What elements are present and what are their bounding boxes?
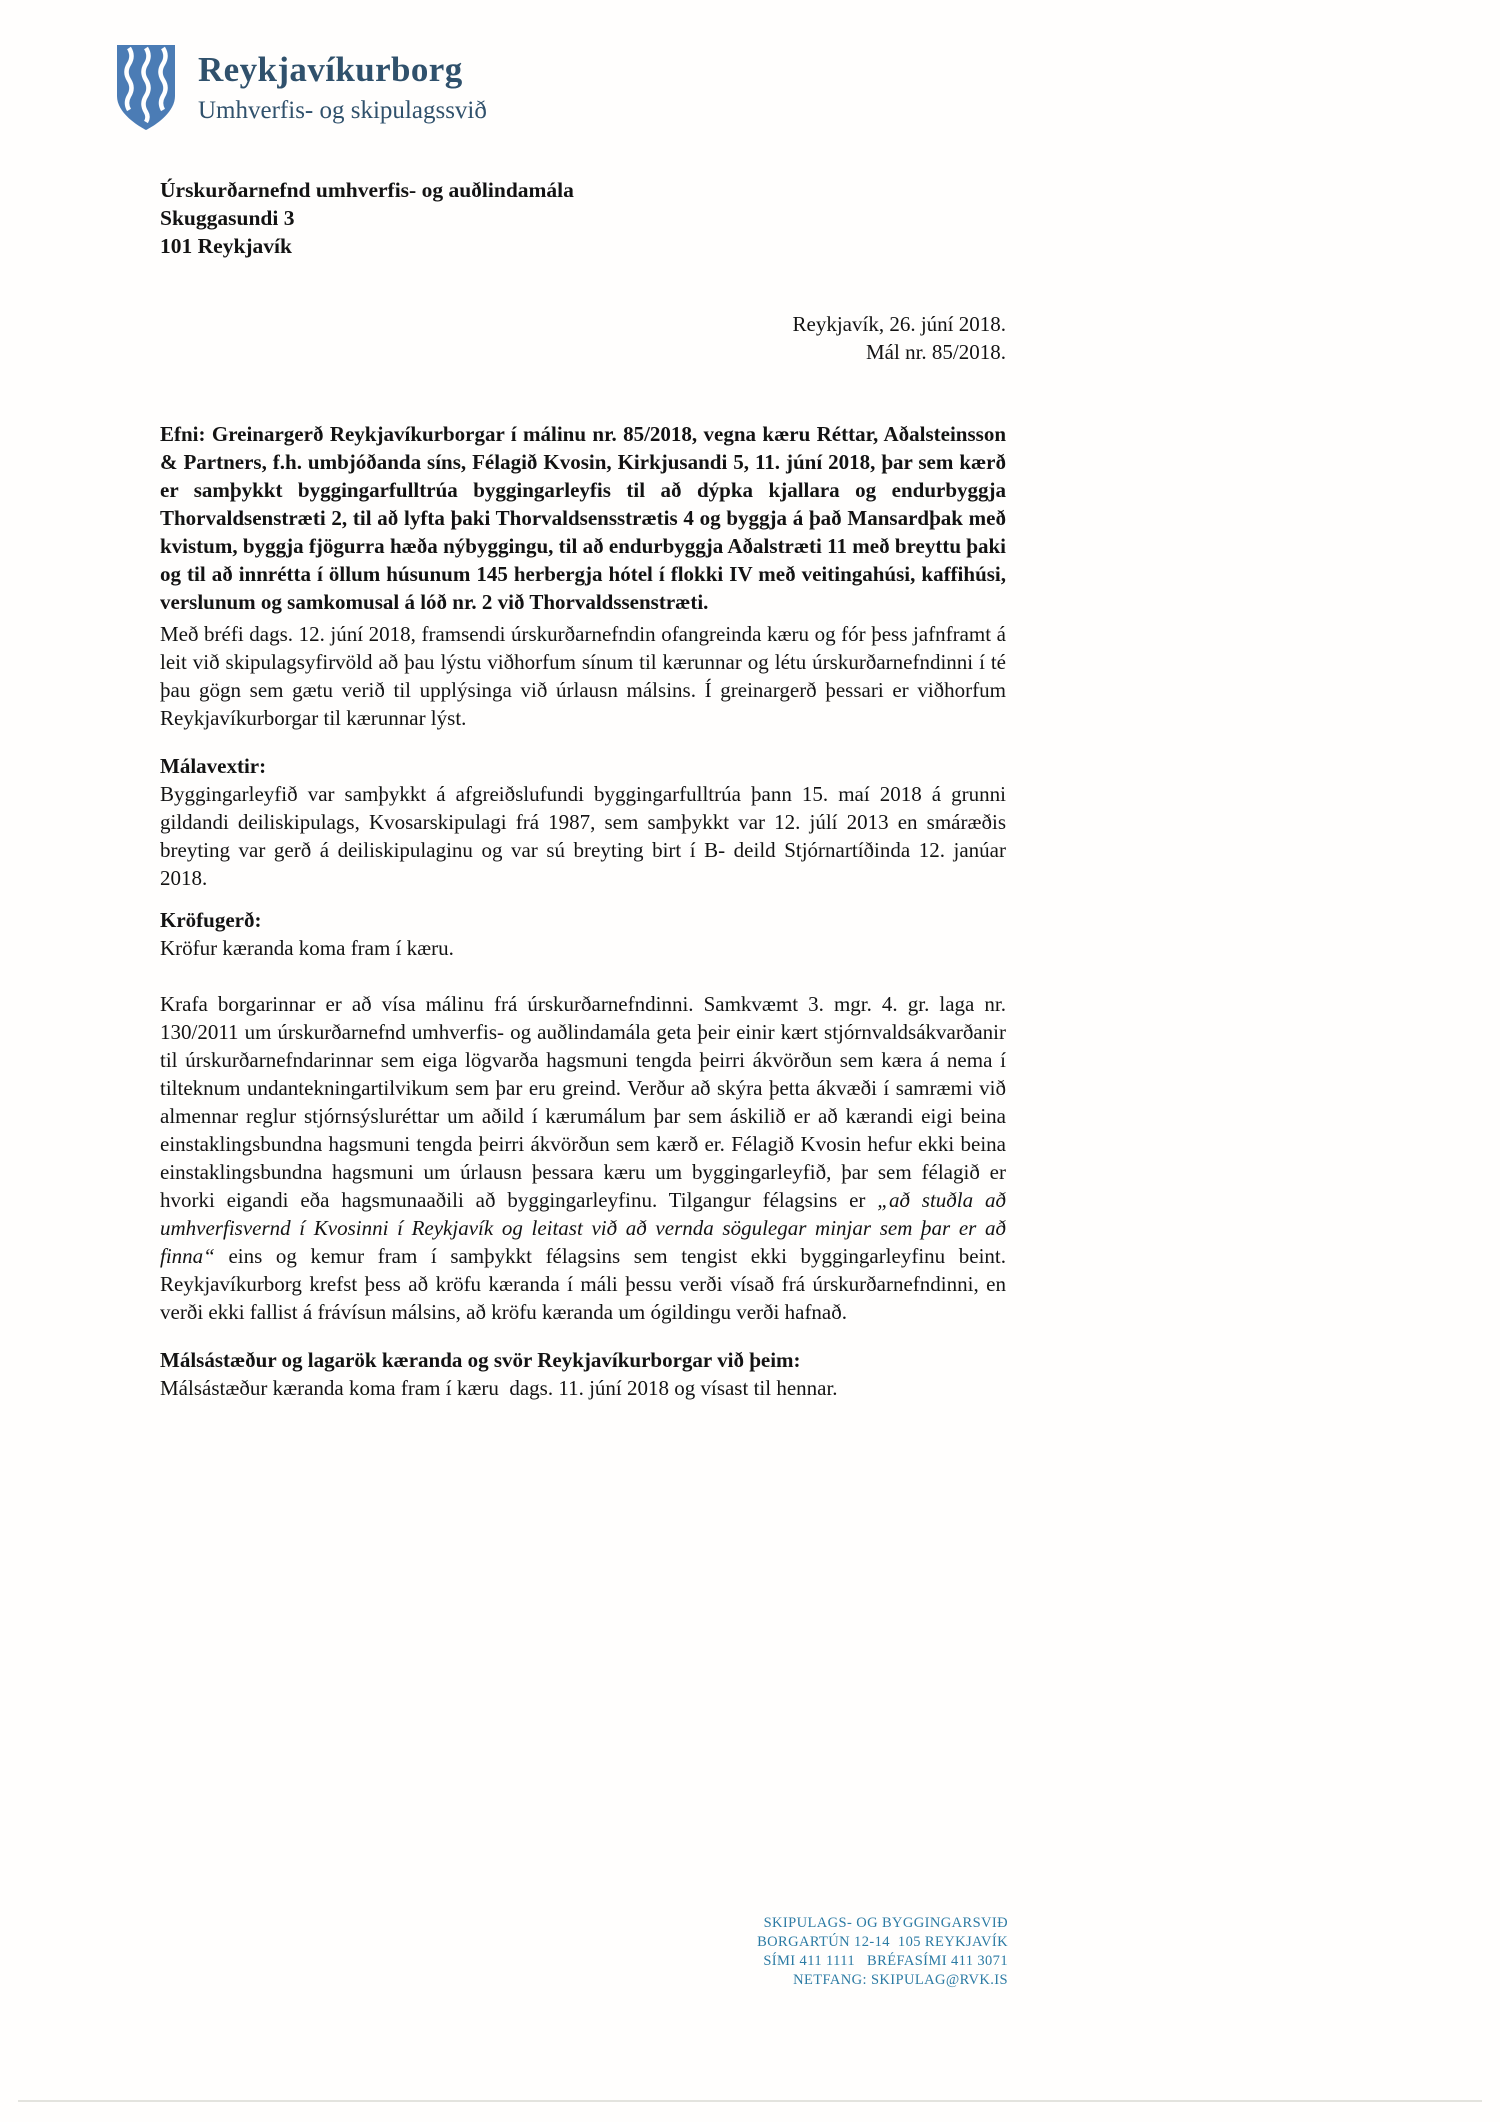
footer-phone-fax: SÍMI 411 1111 BRÉFASÍMI 411 3071 [763,1953,1008,1969]
claim-quote: „að stuðla að umhverfisvernd í Kvosinni í Reykjavík og leitast við að vernda sögulegar minjar sem þar er að finna“ [160,1188,1006,1268]
section-text-malavextir: Byggingarleyfið var samþykkt á afgreiðslufundi byggingarfulltrúa þann 15. maí 2018 á grunni gildandi deiliskipulags, Kvosarskipulagi frá 1987, sem samþykkt var 12. júlí 2013 en smáræðis breyting var gerð á deiliskipulaginu og var sú breyting birt í B- deild Stjórnartíðinda 12. janúar 2018. [160,782,1006,890]
letterhead [114,42,487,134]
scan-edge-artifact [18,2100,1482,2102]
footer-email: NETFANG: SKIPULAG@RVK.IS [793,1972,1008,1988]
section-text-krofugerd: Kröfur kæranda koma fram í kæru. [160,936,454,960]
section-text-malsastaedur: Málsástæður kæranda koma fram í kæru dags. 11. júní 2018 og vísast til hennar. [160,1376,838,1400]
place-and-date: Reykjavík, 26. júní 2018. [792,312,1006,336]
claim-text-after-quote: eins og kemur fram í samþykkt félagsins sem tengist ekki byggingarleyfinu beint. Reykjavíkurborg krefst þess að kröfu kæranda í máli þessu verði vísað frá úrskurðarnefndinni, en verði ekki fallist á frávísun málsins, að kröfu kæranda um ógildingu verði hafnað. [160,1244,1006,1324]
section-krofugerd [160,906,1006,962]
footer-division: SKIPULAGS- OG BYGGINGARSVIÐ [763,1915,1008,1931]
section-heading-krofugerd: Kröfugerð: [160,908,262,932]
section-malsastaedur [160,1346,1006,1402]
case-number: Mál nr. 85/2018. [866,340,1006,364]
claim-paragraph [160,990,1006,1326]
recipient-address-block [160,176,1006,260]
reykjavik-coat-of-arms-icon [114,42,178,134]
footer-address: BORGARTÚN 12-14 105 REYKJAVÍK [757,1934,1008,1950]
recipient-street: Skuggasundi 3 [160,206,295,230]
recipient-name: Úrskurðarnefnd umhverfis- og auðlindamála [160,178,574,202]
recipient-city: 101 Reykjavík [160,234,292,258]
subject-paragraph: Efni: Greinargerð Reykjavíkurborgar í málinu nr. 85/2018, vegna kæru Réttar, Aðalsteinsson & Partners, f.h. umbjóðanda síns, Félagið Kvosin, Kirkjusandi 5, 11. júní 2018, þar sem kærð er samþykkt byggingarfulltrúa byggingarleyfis til að dýpka kjallara og endurbyggja Thorvaldsenstræti 2, til að lyfta þaki Thorvaldsensstrætis 4 og byggja á það Mansardþak með kvistum, byggja fjögurra hæða nýbyggingu, til að endurbyggja Aðalstræti 11 með breyttu þaki og til að innrétta í öllum húsunum 145 herbergja hótel í flokki IV með veitingahúsi, kaffihúsi, verslunum og samkomusal á lóð nr. 2 við Thorvaldssenstræti. [160,422,1006,614]
intro-paragraph: Með bréfi dags. 12. júní 2018, framsendi úrskurðarnefndin ofangreinda kæru og fór þess jafnframt á leit við skipulagsyfirvöld að þau lýstu viðhorfum sínum til kærunnar og létu úrskurðarnefndinni í té þau gögn sem gætu verið til upplýsinga við úrlausn málsins. Í greinargerð þessari er viðhorfum Reykjavíkurborgar til kærunnar lýst. [160,622,1006,730]
section-malavextir [160,752,1006,892]
section-heading-malavextir: Málavextir: [160,754,267,778]
dateline-block [160,310,1006,366]
org-department-name: Umhverfis- og skipulagssvið [198,97,487,124]
claim-text-before-quote: Krafa borgarinnar er að vísa málinu frá úrskurðarnefndinni. Samkvæmt 3. mgr. 4. gr. laga nr. 130/2011 um úrskurðarnefnd umhverfis- og auðlindamála geta þeir einir kært stjórnvaldsákvarðanir til úrskurðarnefndarinnar sem eiga lögvarða hagsmuni tengda þeirri ákvörðun sem kæra á nema í tilteknum undantekningartilvikum sem þar eru greind. Verður að skýra þetta ákvæði í samræmi við almennar reglur stjórnsýsluréttar um aðild í kærumálum þar sem áskilið er að kærandi eigi beina einstaklingsbundna hagsmuni tengda þeirri ákvörðun sem kærð er. Félagið Kvosin hefur ekki beina einstaklingsbundna hagsmuni um úrlausn þessara kæru um byggingarleyfið, þar sem félagið er hvorki eigandi eða hagsmunaaðili að byggingarleyfinu. Tilgangur félagsins er [160,992,1006,1212]
section-heading-malsastaedur: Málsástæður og lagarök kæranda og svör Reykjavíkurborgar við þeim: [160,1348,801,1372]
footer-contact-block [160,1914,1008,1990]
org-name: Reykjavíkurborg [198,50,463,89]
